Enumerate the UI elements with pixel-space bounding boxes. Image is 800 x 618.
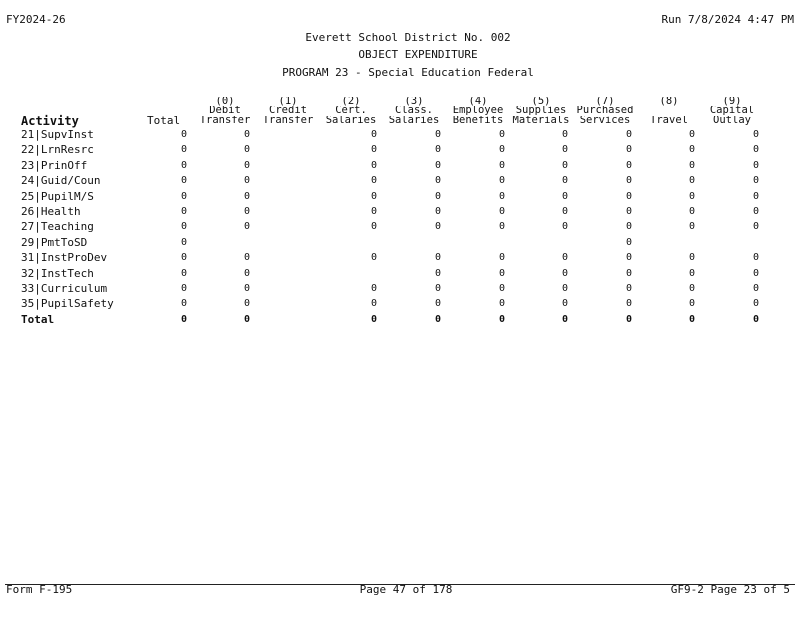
col-c1-l2: Transfer (262, 116, 314, 125)
col-c6-l1: Purchased (576, 106, 634, 115)
row-label: 29|PmtToSD (21, 235, 88, 249)
table-cell: 0 (498, 159, 505, 171)
row-label: 22|LrnResrc (21, 143, 94, 157)
table-cell: 0 (180, 190, 187, 202)
col-c6-l2: Services (579, 116, 631, 125)
col-c3-num: (3) (404, 97, 424, 106)
table-cell: 0 (625, 221, 632, 233)
col-c0-l1: Debit (209, 106, 241, 115)
table-cell: 0 (625, 159, 632, 171)
table-cell: 0 (688, 129, 695, 140)
table-cell: 0 (561, 144, 568, 156)
table-cell: 0 (498, 144, 505, 156)
table-cell: 0 (688, 298, 695, 310)
table-cell: 0 (688, 159, 695, 171)
table-cell: 0 (561, 283, 568, 294)
table-cell: 0 (498, 221, 505, 233)
total-cell: 0 (561, 313, 568, 325)
table-cell: 0 (434, 159, 441, 171)
col-c6-num: (7) (595, 97, 615, 106)
table-cell: 0 (498, 267, 505, 279)
table-cell: 0 (625, 175, 632, 187)
table-cell: 0 (243, 298, 250, 310)
table-cell: 0 (688, 175, 695, 187)
col-c8-l1: Capital (709, 106, 755, 115)
table-cell: 0 (752, 129, 759, 140)
table-cell: 0 (561, 206, 568, 217)
table-cell: 0 (625, 283, 632, 294)
table-cell: 0 (434, 298, 441, 310)
table-cell: 0 (625, 267, 632, 279)
col-c8-l2: Outlay (713, 116, 751, 125)
total-cell: 0 (752, 313, 759, 325)
table-cell: 0 (625, 129, 632, 140)
row-label: 21|SupvInst (21, 128, 94, 141)
table-cell: 0 (625, 190, 632, 202)
table-cell: 0 (434, 175, 441, 187)
program-title: PROGRAM 23 - Special Education Federal (282, 66, 534, 79)
table-cell: 0 (370, 159, 377, 171)
table-cell: 0 (434, 206, 441, 217)
row-label: 26|Health (21, 205, 81, 218)
table-cell: 0 (243, 175, 250, 187)
row-label: 27|Teaching (21, 220, 94, 234)
table-cell: 0 (370, 144, 377, 156)
table-cell: 0 (180, 236, 187, 248)
form-label: Form F-195 (6, 583, 73, 596)
table-cell: 0 (434, 252, 441, 264)
table-cell: 0 (243, 159, 250, 171)
col-c1-l1: Credit (269, 106, 307, 115)
total-cell: 0 (243, 313, 250, 325)
table-cell: 0 (752, 252, 759, 264)
col-c5-l1: Supplies (515, 106, 567, 115)
page-ref: GF9-2 Page 23 of 5 (670, 583, 790, 596)
table-cell: 0 (180, 206, 187, 217)
table-cell: 0 (370, 221, 377, 233)
table-cell: 0 (243, 129, 250, 140)
col-c8-num: (9) (722, 97, 742, 106)
row-label: 24|Guid/Coun (21, 174, 101, 188)
table-cell: 0 (752, 221, 759, 233)
row-label: 23|PrinOff (21, 158, 88, 172)
total-cell: 0 (688, 313, 695, 325)
table-cell: 0 (434, 144, 441, 156)
row-label: 35|PupilSafety (21, 297, 114, 311)
table-cell: 0 (561, 267, 568, 279)
col-c7-l2: Travel (650, 116, 688, 125)
total-cell: 0 (625, 313, 632, 325)
table-cell: 0 (498, 175, 505, 187)
table-cell: 0 (180, 252, 187, 264)
total-cell: 0 (370, 313, 377, 325)
col-c4-l2: Benefits (452, 116, 504, 125)
table-cell: 0 (561, 190, 568, 202)
table-cell: 0 (625, 298, 632, 310)
table-cell: 0 (625, 144, 632, 156)
table-cell: 0 (498, 283, 505, 294)
table-cell: 0 (370, 298, 377, 310)
table-cell: 0 (752, 267, 759, 279)
run-timestamp: Run 7/8/2024 4:47 PM (661, 13, 794, 26)
table-cell: 0 (243, 144, 250, 156)
table-cell: 0 (561, 252, 568, 264)
table-cell: 0 (243, 267, 250, 279)
district-title: Everett School District No. 002 (305, 31, 511, 44)
table-cell: 0 (243, 283, 250, 294)
table-cell: 0 (688, 190, 695, 202)
table-cell: 0 (752, 159, 759, 171)
table-cell: 0 (243, 221, 250, 233)
col-c2-l2: Salaries (325, 116, 377, 125)
table-cell: 0 (180, 129, 187, 140)
total-cell: 0 (180, 313, 187, 325)
col-c0-num: (0) (215, 97, 235, 106)
table-cell: 0 (180, 221, 187, 233)
table-cell: 0 (561, 221, 568, 233)
table-cell: 0 (498, 129, 505, 140)
fiscal-year-label: FY2024-26 (6, 13, 66, 26)
table-cell: 0 (688, 144, 695, 156)
table-cell: 0 (370, 252, 377, 264)
table-cell: 0 (180, 144, 187, 156)
table-cell: 0 (370, 175, 377, 187)
table-cell: 0 (752, 283, 759, 294)
table-cell: 0 (434, 129, 441, 140)
table-cell: 0 (434, 283, 441, 294)
table-cell: 0 (434, 221, 441, 233)
table-cell: 0 (434, 190, 441, 202)
page-number: Page 47 of 178 (359, 583, 453, 596)
total-header: Total (147, 114, 181, 127)
table-cell: 0 (625, 252, 632, 264)
table-cell: 0 (498, 298, 505, 310)
table-cell: 0 (752, 144, 759, 156)
table-cell: 0 (180, 298, 187, 310)
table-cell: 0 (561, 159, 568, 171)
table-cell: 0 (625, 206, 632, 217)
table-cell: 0 (498, 190, 505, 202)
table-cell: 0 (561, 298, 568, 310)
total-cell: 0 (498, 313, 505, 325)
col-c3-l1: Class. (395, 106, 433, 115)
col-c5-num: (5) (531, 97, 551, 106)
table-cell: 0 (752, 206, 759, 217)
table-cell: 0 (752, 175, 759, 187)
table-cell: 0 (180, 175, 187, 187)
table-cell: 0 (180, 267, 187, 279)
table-cell: 0 (370, 283, 377, 294)
col-c5-l2: Materials (512, 116, 570, 125)
col-c2-l1: Cert. (335, 106, 367, 115)
col-c7-num: (8) (659, 97, 679, 106)
table-cell: 0 (688, 283, 695, 294)
col-c0-l2: Transfer (199, 116, 251, 125)
table-cell: 0 (498, 206, 505, 217)
col-c2-num: (2) (341, 97, 361, 106)
table-cell: 0 (688, 221, 695, 233)
col-c4-num: (4) (468, 97, 488, 106)
col-c4-l1: Employee (452, 106, 504, 115)
table-cell: 0 (243, 252, 250, 264)
report-title: OBJECT EXPENDITURE (358, 48, 478, 61)
row-label: 31|InstProDev (21, 251, 108, 265)
table-cell: 0 (688, 206, 695, 217)
table-cell: 0 (688, 252, 695, 264)
table-cell: 0 (243, 190, 250, 202)
table-cell: 0 (688, 267, 695, 279)
table-cell: 0 (243, 206, 250, 217)
total-cell: 0 (434, 313, 441, 325)
table-cell: 0 (180, 159, 187, 171)
table-cell: 0 (180, 283, 187, 294)
table-cell: 0 (370, 129, 377, 140)
table-cell: 0 (752, 190, 759, 202)
activity-header: Activity (21, 114, 79, 128)
table-cell: 0 (625, 236, 632, 248)
total-row-label: Total (21, 312, 55, 326)
row-label: 33|Curriculum (21, 282, 108, 295)
table-cell: 0 (434, 267, 441, 279)
table-cell: 0 (752, 298, 759, 310)
col-c3-l2: Salaries (388, 116, 440, 125)
table-cell: 0 (561, 175, 568, 187)
row-label: 32|InstTech (21, 266, 94, 280)
table-cell: 0 (370, 190, 377, 202)
table-cell: 0 (561, 129, 568, 140)
table-cell: 0 (498, 252, 505, 264)
table-cell: 0 (370, 206, 377, 217)
row-label: 25|PupilM/S (21, 189, 94, 203)
col-c1-num: (1) (278, 97, 298, 106)
